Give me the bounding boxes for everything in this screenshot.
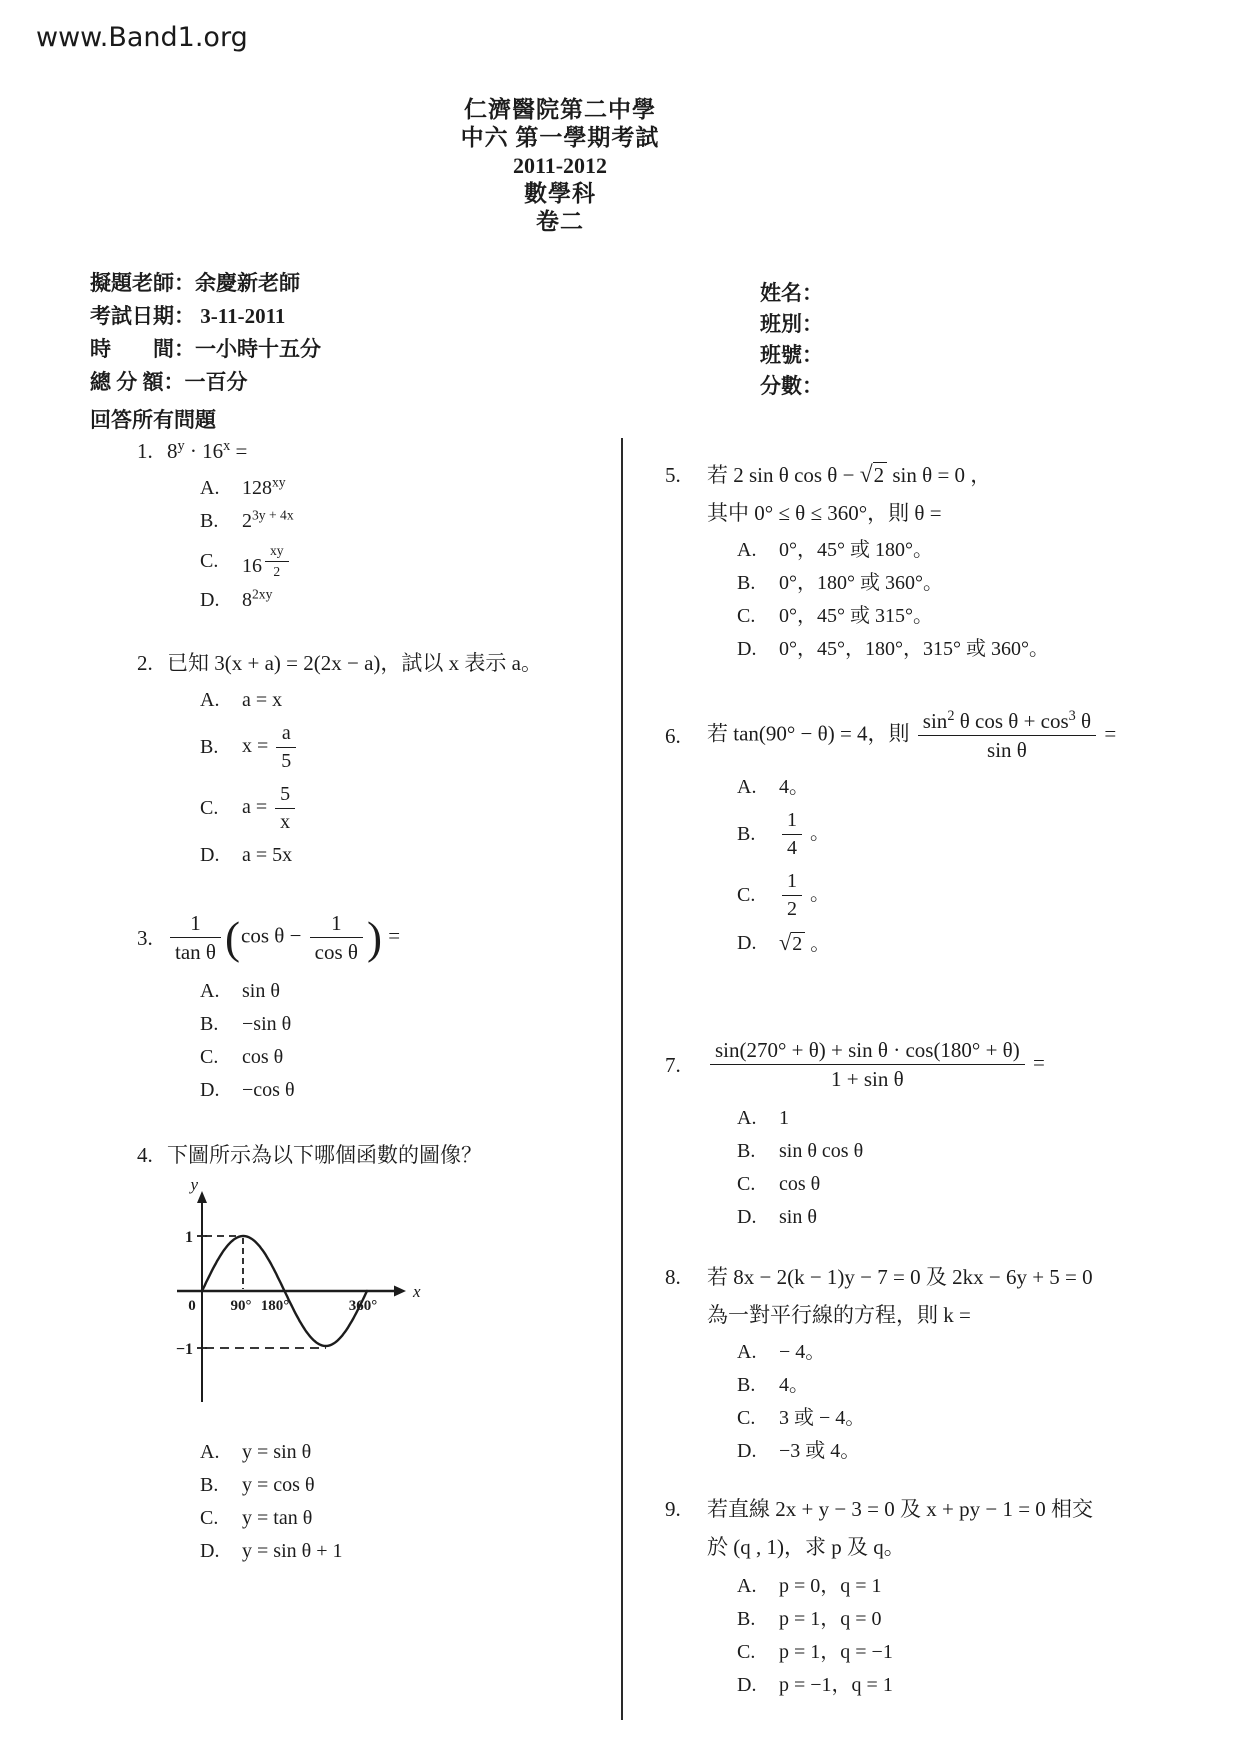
question-number: 2. [137,651,153,675]
option [737,928,1225,959]
option-label: D. [200,844,220,866]
option [737,569,1225,598]
exam-subject: 數學科 [524,181,596,206]
option-value: y = sin θ [242,1441,312,1463]
option-value: 0°，45°，180°，315° 或 360°。 [779,638,1049,660]
school-name: 仁濟醫院第二中學 [464,97,656,122]
option [200,1471,609,1500]
option [737,867,1225,924]
question-4-graph [165,1176,609,1408]
exam-paper-number: 卷二 [536,209,584,234]
option-value: cos θ [779,1173,821,1196]
option-value: 4。 [779,1374,809,1396]
question-stem: 若 2 sin θ cos θ − √2 sin θ = 0 ， [707,462,992,488]
option-label: C. [200,1046,219,1069]
option-label: D. [200,1540,220,1562]
option [200,719,609,776]
option [200,1076,609,1105]
answer-all-instruction: 回答所有問題 [90,408,216,432]
option-label: A. [200,477,220,499]
option-label: B. [737,572,756,594]
question-3 [137,908,609,1105]
x-tick-label-90: 90° [230,1298,252,1314]
option [737,602,1225,631]
option-value: 4。 [779,776,809,799]
option-label: D. [200,1079,220,1102]
option-value: y = cos θ [242,1474,315,1496]
option [737,1572,1225,1601]
option [200,474,609,503]
question-number: 6. [665,723,681,748]
info-teacher: 擬題老師：余慶新老師 [90,271,300,295]
option-value: −cos θ [242,1079,295,1102]
option-label: C. [200,797,219,819]
option-label: A. [737,776,757,799]
watermark-text: www.Band1.org [36,22,248,53]
y-tick-label-minus-1: −1 [175,1341,193,1358]
option [200,1537,609,1566]
option [737,1104,1225,1133]
option-label: A. [737,1107,757,1130]
question-2 [137,648,609,870]
option-value: cos θ [242,1046,284,1069]
option-label: C. [737,1173,756,1196]
option-value: 0°，180° 或 360°。 [779,572,943,594]
exam-info-block [90,267,321,399]
option-value: $\frac{1}{4}$ 。 [779,806,830,863]
class-number-field-label: 班號： [760,343,823,367]
option-value: sin θ [242,980,280,1003]
option [200,586,609,615]
option-label: A. [737,1341,757,1363]
option [737,1203,1225,1232]
info-duration: 時 間：一小時十五分 [90,337,321,361]
option-label: C. [737,605,756,627]
column-divider-line [621,438,623,1720]
question-number: 8. [665,1265,681,1289]
question-stem: 已知 3(x + a) = 2(2x − a)，試以 x 表示 a。 [167,651,542,675]
option-label: D. [200,589,220,612]
option-label: B. [737,1140,756,1163]
option [737,1437,1225,1466]
question-4 [137,1140,609,1566]
question-stem: 若 tan(90° − θ) = 4，則 $\frac{\sin^2 \theta \cos \theta + \cos^3 \theta}{\text{sin θ}}$ = [707,708,1117,763]
x-tick-label-180: 180° [260,1298,290,1314]
option-value: p = 1，q = 0 [779,1608,882,1630]
option-value: −3 或 4。 [779,1440,861,1462]
option-value: x = $\frac{a}{5}$ [242,719,299,776]
option [737,1338,1225,1367]
option-value: $2^{3y + 4x}$ [242,507,294,532]
exam-title: 中六 第一學期考試 [460,125,660,150]
option [200,1043,609,1072]
option-label: C. [737,1407,756,1429]
option-label: A. [737,539,757,561]
option-value: a = $\frac{5}{x}$ [242,780,298,837]
question-number: 3. [137,925,153,950]
option [200,540,609,582]
question-stem-line2: 其中 0° ≤ θ ≤ 360°，則 θ = [707,501,942,525]
x-tick-label-360: 360° [348,1298,378,1314]
option-label: B. [200,736,219,758]
option-label: D. [737,1674,757,1696]
question-stem: 若 8x − 2(k − 1)y − 7 = 0 及 2kx − 6y + 5 = 0 [707,1265,1093,1289]
option [737,773,1225,802]
option-label: B. [200,510,219,532]
option [737,1638,1225,1667]
sine-graph [165,1176,435,1408]
question-stem: $8^y \cdot 16^x$ = [167,438,248,463]
score-field-label: 分數： [760,374,823,398]
option-value: 1 [779,1107,789,1130]
info-total-marks: 總 分 額：一百分 [90,370,248,394]
option [200,1010,609,1039]
question-number: 4. [137,1143,153,1167]
question-number: 1. [137,439,153,463]
student-fields [760,278,823,402]
option-value: $128^{xy}$ [242,474,286,499]
option [200,841,609,870]
option-label: B. [200,1474,219,1496]
option-label: A. [737,1575,757,1597]
option [737,1605,1225,1634]
question-stem: $\frac{\text{sin(270° + θ) + sin θ · cos(180° + θ)}}{\text{1 + sin θ}}$ = [707,1035,1045,1094]
option-label: D. [737,1440,757,1462]
question-6 [665,706,1225,959]
option [200,780,609,837]
option-label: A. [200,1441,220,1463]
option-value: p = 0，q = 1 [779,1575,882,1597]
option-value: 16 $^{\frac{xy}{2}}$ [242,540,292,582]
question-number: 9. [665,1497,681,1521]
option [737,1371,1225,1400]
question-8 [665,1262,1225,1466]
question-number: 5. [665,463,681,487]
option [200,1504,609,1533]
option-value: −sin θ [242,1013,292,1036]
exam-year: 2011-2012 [512,153,608,178]
question-stem: $\frac{1}{\text{tan θ}}$ (cos θ − $\frac{1}{\text{cos θ}}$ ) = [167,908,400,967]
x-axis-label: x [413,1282,421,1301]
name-field-label: 姓名： [760,281,823,305]
option-label: B. [737,1374,756,1396]
question-stem-line2: 為一對平行線的方程，則 k = [707,1303,971,1327]
option-label: C. [737,884,756,907]
question-9 [665,1494,1225,1700]
option [200,507,609,536]
info-exam-date: 考試日期： 3-11-2011 [90,304,286,328]
option-value: $8^{2xy}$ [242,586,273,612]
option-value: $\frac{1}{2}$ 。 [779,867,830,924]
exam-header [160,96,960,236]
option-value: p = 1，q = −1 [779,1641,893,1663]
question-number: 7. [665,1052,681,1077]
y-axis-label: y [190,1176,198,1194]
y-axis-arrow [197,1191,207,1203]
option [737,536,1225,565]
x-axis-arrow [394,1286,406,1297]
option-value: sin θ [779,1206,817,1229]
option-value: √2 。 [779,930,831,956]
option-label: B. [200,1013,219,1036]
question-stem: 下圖所示為以下哪個函數的圖像？ [167,1143,482,1167]
question-stem: 若直線 2x + y − 3 = 0 及 x + py − 1 = 0 相交 [707,1497,1094,1521]
class-field-label: 班別： [760,312,823,336]
option-value: 0°，45° 或 180°。 [779,539,933,561]
question-7 [665,1035,1225,1232]
option-value: − 4。 [779,1341,826,1363]
option [737,1137,1225,1166]
option-value: sin θ cos θ [779,1140,864,1163]
option-label: D. [737,638,757,660]
option [737,1170,1225,1199]
y-tick-label-1: 1 [185,1229,193,1246]
option-value: p = −1，q = 1 [779,1674,893,1696]
question-stem-line2: 於 (q , 1)，求 p 及 q。 [707,1535,905,1559]
option-value: y = sin θ + 1 [242,1540,343,1562]
option [200,977,609,1006]
option [737,1404,1225,1433]
option-label: A. [200,980,220,1003]
question-5 [665,460,1225,664]
option-value: a = 5x [242,844,293,866]
option-value: y = tan θ [242,1507,313,1529]
option-label: D. [737,1206,757,1229]
question-1 [137,436,609,615]
option-label: C. [737,1641,756,1663]
option [737,806,1225,863]
option [737,635,1225,664]
x-tick-label-0: 0 [188,1298,196,1314]
option-label: C. [200,549,219,572]
option-value: a = x [242,689,283,711]
option [200,1438,609,1467]
option-value: 0°，45° 或 315°。 [779,605,933,627]
option-label: B. [737,823,756,846]
option-label: D. [737,932,757,955]
option [737,1671,1225,1700]
option-label: A. [200,689,220,711]
option-label: C. [200,1507,219,1529]
option-value: 3 或 − 4。 [779,1407,866,1429]
option-label: B. [737,1608,756,1630]
option [200,686,609,715]
